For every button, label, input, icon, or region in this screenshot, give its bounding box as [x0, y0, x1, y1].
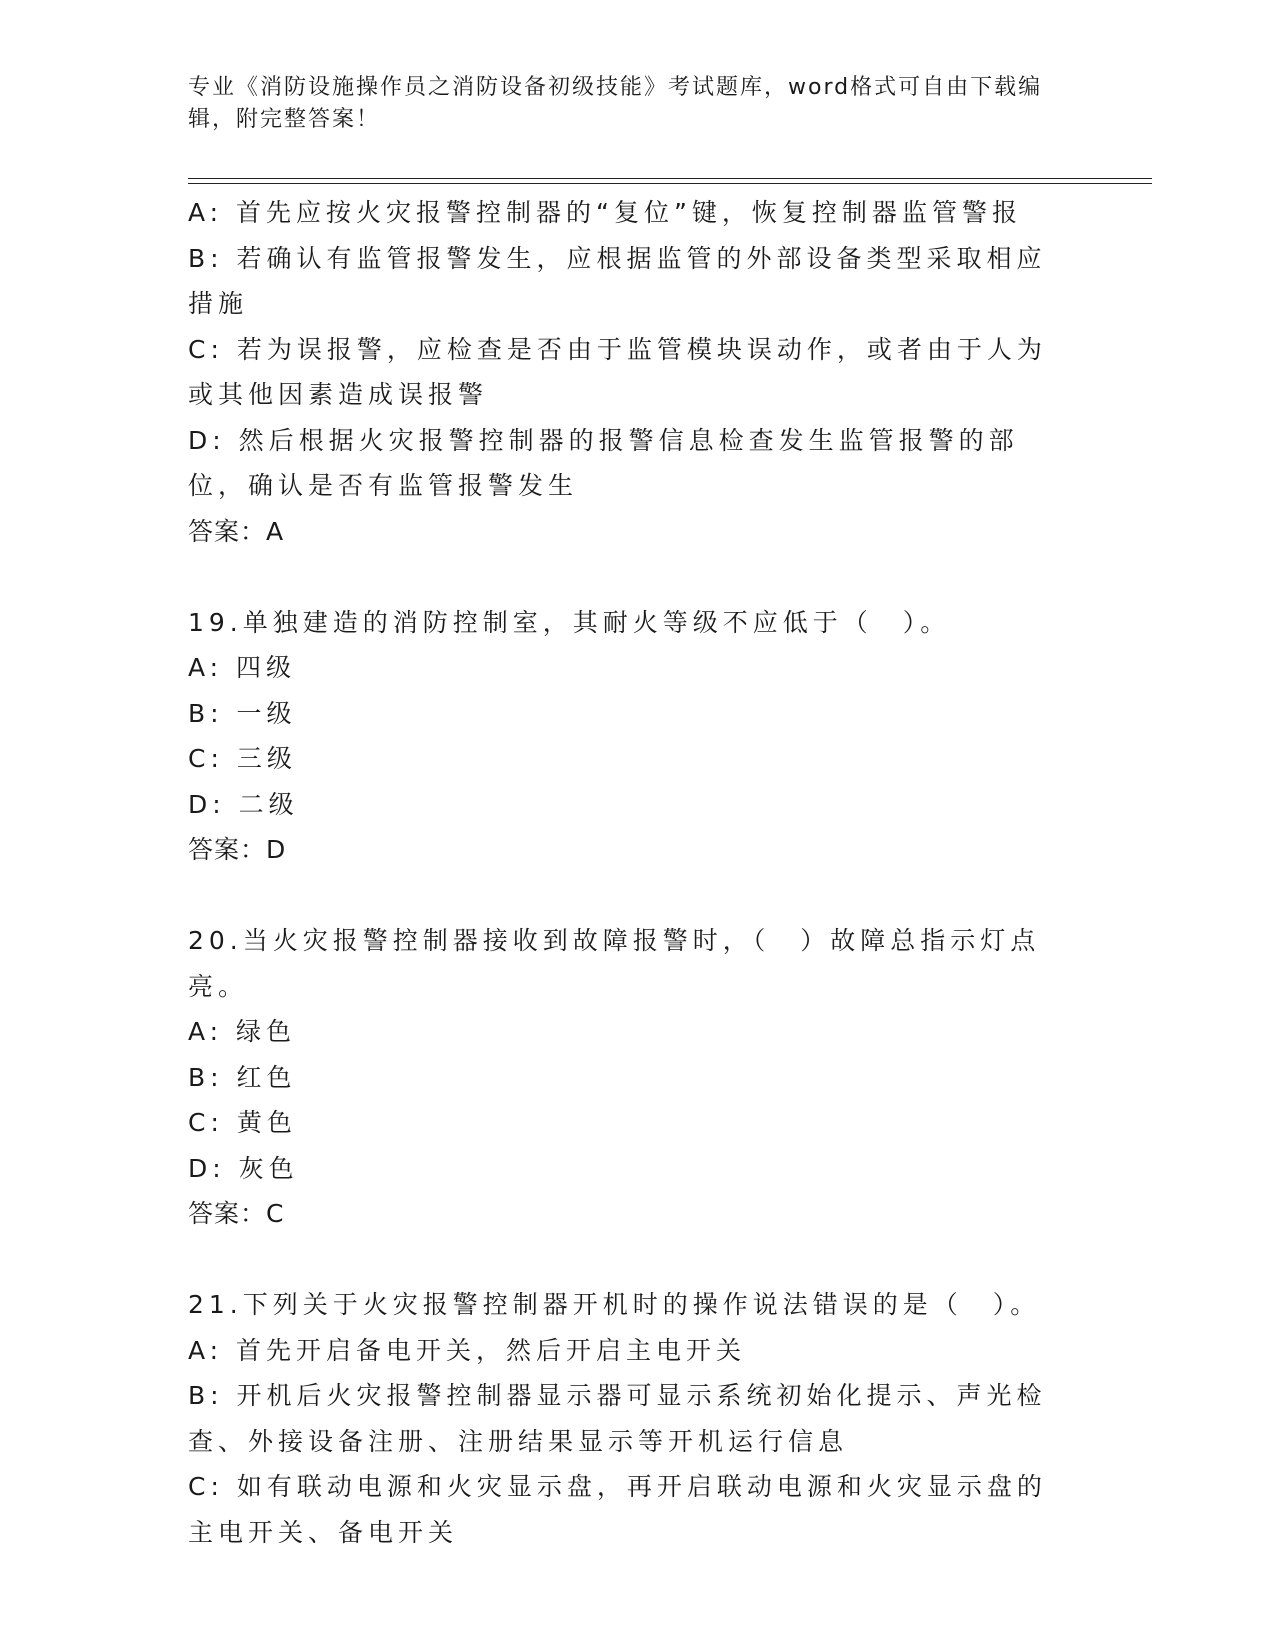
- option-a: A: 首先应按火灾报警控制器的“复位”键，恢复控制器监管警报: [188, 198, 1022, 227]
- option-a: A: 绿色: [188, 1017, 297, 1046]
- answer: 答案：C: [188, 1199, 285, 1228]
- option-b: B: 开机后火灾报警控制器显示器可显示系统初始化提示、声光检查、外接设备注册、注册结果显示等开机运行信息: [188, 1381, 1047, 1456]
- option-b: B: 若确认有监管报警发生，应根据监管的外部设备类型采取相应措施: [188, 243, 1047, 318]
- question-block-18: [188, 190, 1068, 554]
- option-d: D: 然后根据火灾报警控制器的报警信息检查发生监管报警的部位，确认是否有监管报警发生: [188, 425, 1019, 500]
- question-block-20: [188, 918, 1068, 1237]
- option-d: D: 二级: [188, 789, 299, 819]
- option-a: A: 四级: [188, 653, 297, 682]
- question-stem: 20.当火灾报警控制器接收到故障报警时，（ ）故障总指示灯点亮。: [188, 926, 1041, 1001]
- question-block-19: [188, 600, 1068, 873]
- option-b: B: 红色: [188, 1062, 297, 1092]
- option-a: A: 首先开启备电开关，然后开启主电开关: [188, 1335, 747, 1365]
- question-content: [188, 190, 1068, 1555]
- option-c: C: 若为误报警，应检查是否由于监管模块误动作，或者由于人为或其他因素造成误报警: [188, 334, 1047, 409]
- option-c: C: 三级: [188, 744, 297, 773]
- question-stem: 21.下列关于火灾报警控制器开机时的操作说法错误的是（ ）。: [188, 1290, 1041, 1319]
- option-b: B: 一级: [188, 698, 297, 728]
- spacer: [188, 873, 1068, 919]
- spacer: [188, 1237, 1068, 1283]
- question-block-21: [188, 1282, 1068, 1555]
- page-header: 专业《消防设施操作员之消防设备初级技能》考试题库，word格式可自由下载编辑，附完整答案！: [188, 75, 1043, 132]
- option-c: C: 如有联动电源和火灾显示盘，再开启联动电源和火灾显示盘的主电开关、备电开关: [188, 1472, 1047, 1547]
- spacer: [188, 554, 1068, 600]
- answer: 答案：D: [188, 835, 287, 864]
- header-divider-top: [188, 178, 1152, 179]
- answer: 答案：A: [188, 516, 285, 546]
- option-d: D: 灰色: [188, 1153, 299, 1183]
- question-stem: 19.单独建造的消防控制室，其耐火等级不应低于（ ）。: [188, 607, 951, 637]
- header-divider-bottom: [188, 183, 1152, 184]
- option-c: C: 黄色: [188, 1108, 297, 1137]
